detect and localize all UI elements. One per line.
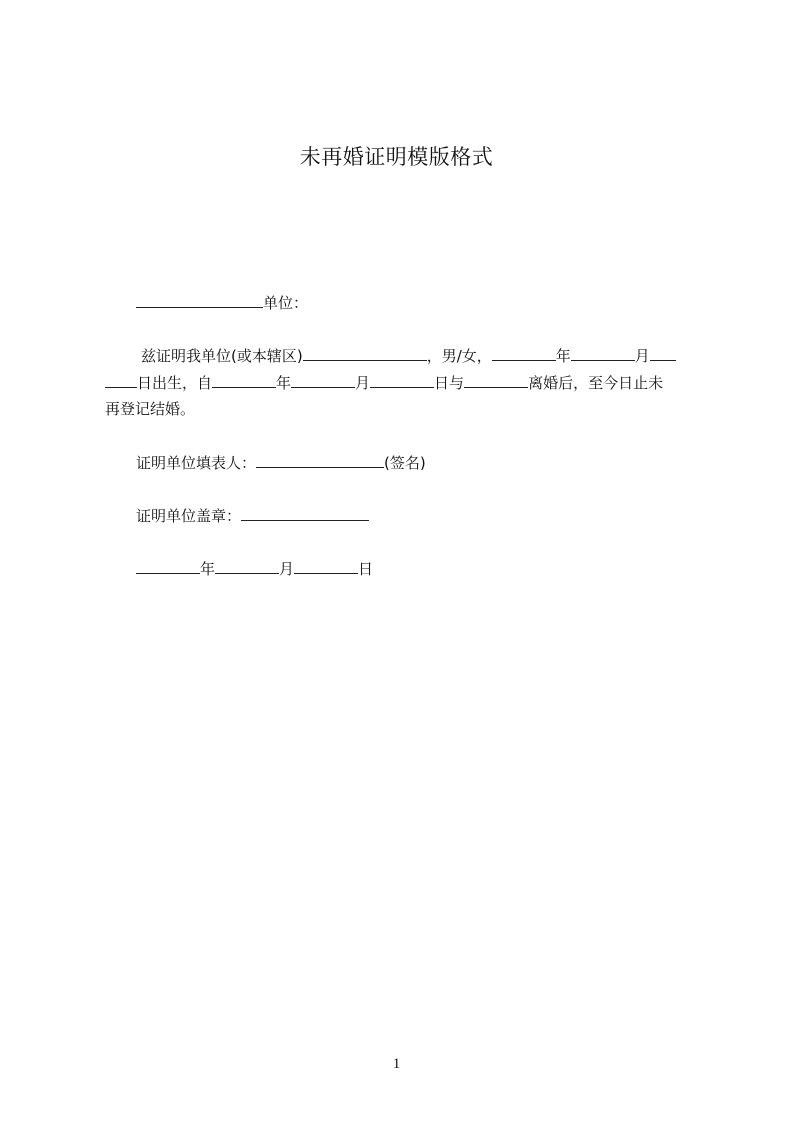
filler-line [136,452,426,473]
date-line [136,558,373,579]
blank-birth-month[interactable] [571,345,635,361]
seal-label: 证明单位盖章： [136,507,242,525]
body-sex: ，男/女， [426,347,492,365]
body-year2: 年 [276,374,292,392]
blank-person-name[interactable] [303,345,427,361]
page-number: 1 [392,1056,401,1072]
blank-birth-day-start[interactable] [650,345,676,361]
blank-date-day[interactable] [294,558,358,574]
blank-ex-spouse[interactable] [464,372,528,388]
body-month: 月 [634,347,650,365]
date-year-label: 年 [200,560,216,578]
blank-divorce-year[interactable] [212,372,276,388]
body-month2: 月 [355,374,371,392]
signature-suffix: (签名) [384,454,426,472]
body-day-with: 日与 [434,374,465,392]
blank-date-year[interactable] [136,558,200,574]
blank-birth-year[interactable] [492,345,556,361]
blank-unit-name[interactable] [136,292,263,308]
blank-divorce-day[interactable] [370,372,434,388]
body-line-2 [105,372,663,393]
body-intro: 兹证明我单位(或本辖区) [141,347,303,365]
body-line-3: 再登记结婚。 [105,400,196,418]
blank-divorce-month[interactable] [291,372,355,388]
filler-label: 证明单位填表人： [136,454,257,472]
blank-seal[interactable] [241,505,369,521]
blank-birth-day-end[interactable] [105,372,137,388]
addressee-suffix: 单位： [263,294,309,312]
document-title: 未再婚证明模版格式 [299,145,494,169]
body-after-divorce: 离婚后，至今日止未 [528,374,664,392]
blank-date-month[interactable] [215,558,279,574]
body-year: 年 [555,347,571,365]
addressee-line [136,292,308,313]
body-day-birth: 日出生，自 [137,374,213,392]
body-line-1 [141,345,676,366]
date-day-label: 日 [358,560,374,578]
blank-filler-name[interactable] [256,452,384,468]
seal-line [136,505,369,526]
date-month-label: 月 [279,560,295,578]
